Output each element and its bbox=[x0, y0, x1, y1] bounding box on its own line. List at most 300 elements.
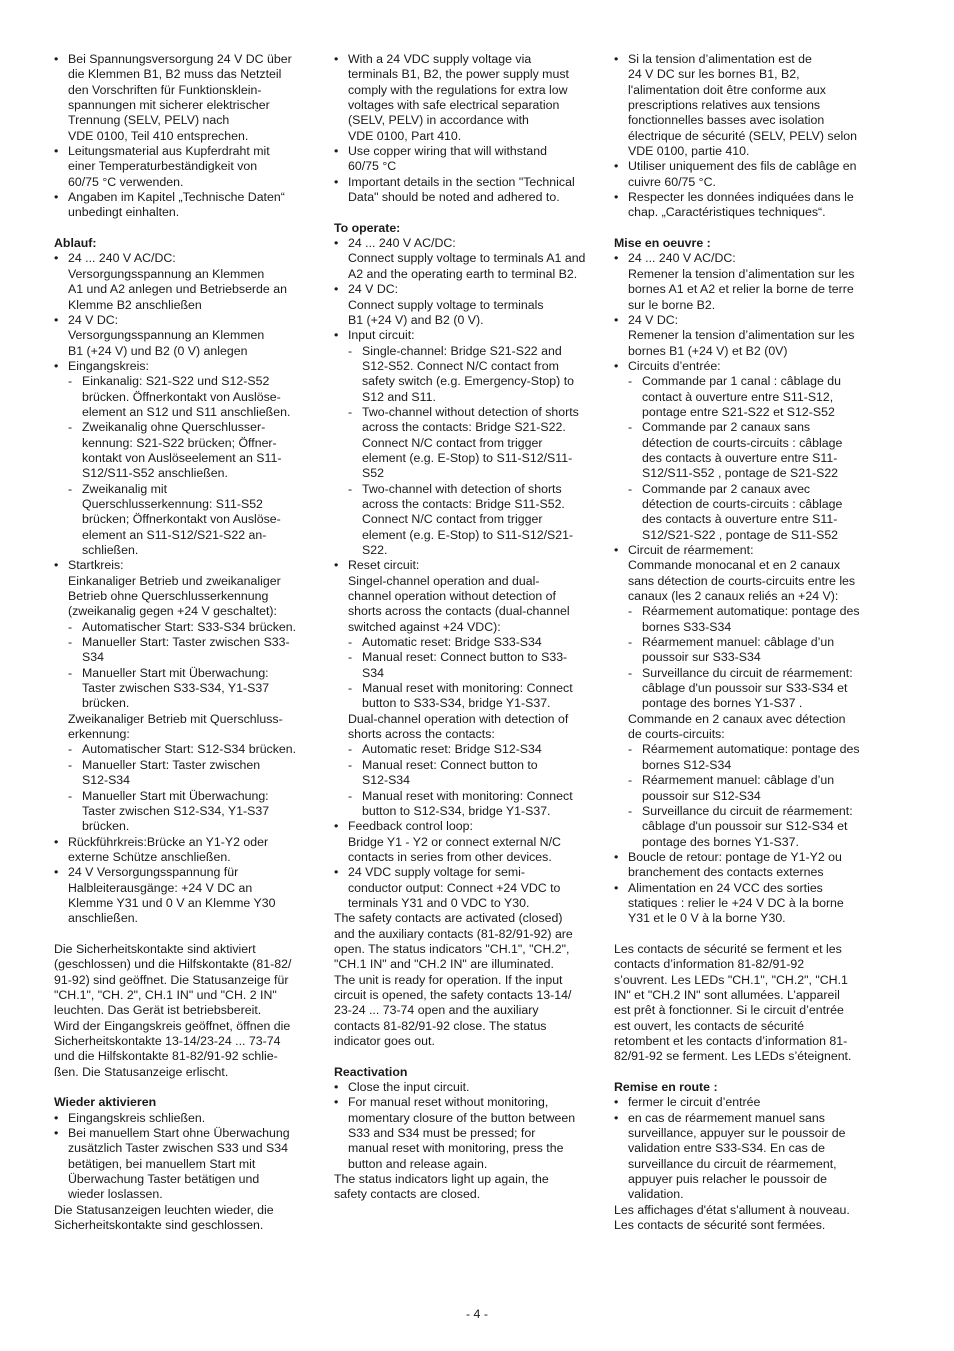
bullet-icon: • bbox=[54, 144, 59, 159]
dash-continuation bbox=[614, 528, 876, 543]
bullet-item bbox=[614, 190, 876, 205]
bullet-item bbox=[334, 328, 596, 343]
dash-continuation bbox=[334, 451, 596, 466]
dash-continuation bbox=[614, 466, 876, 481]
line-text: Commande par 2 canaux avec bbox=[642, 481, 811, 496]
dash-icon: - bbox=[348, 343, 353, 358]
bullet-continuation bbox=[54, 727, 316, 742]
line-text: Wieder aktivieren bbox=[54, 1095, 157, 1110]
line-text: The status indicators light up again, the bbox=[334, 1172, 549, 1187]
line-text: Betrieb ohne Querschlusserkennung bbox=[68, 589, 269, 604]
bullet-icon: • bbox=[54, 312, 59, 327]
bullet-continuation bbox=[334, 896, 596, 911]
dash-continuation bbox=[334, 374, 596, 389]
line-text: branchement des contacts externes bbox=[628, 865, 824, 880]
line-text: erkennung: bbox=[68, 727, 130, 742]
line-text: S12/S11-S52 , pontage de S21-S22 bbox=[642, 466, 839, 481]
line-text: B1 (+24 V) and B2 (0 V). bbox=[348, 312, 484, 327]
dash-continuation bbox=[54, 451, 316, 466]
line-text: Sicherheitskontakte 13-14/23-24 ... 73-74 bbox=[54, 1034, 281, 1048]
line-text: Ablauf: bbox=[54, 236, 97, 251]
line-text: (zweikanalig gegen +24 V geschaltet): bbox=[68, 604, 277, 619]
bullet-icon: • bbox=[334, 282, 339, 297]
line-text: Dual-channel operation with detection of bbox=[348, 711, 569, 726]
paragraph-line bbox=[614, 1019, 876, 1034]
line-text: betätigen, bei manuellem Start mit bbox=[68, 1156, 256, 1171]
bullet-continuation bbox=[334, 1111, 596, 1126]
line-text: Zweikanaliger Betrieb mit Querschluss- bbox=[68, 711, 283, 726]
line-text: détection de courts-circuits : câblage bbox=[642, 435, 843, 450]
bullet-icon: • bbox=[614, 52, 619, 66]
bullet-continuation bbox=[614, 344, 876, 359]
bullet-icon: • bbox=[614, 1110, 619, 1125]
line-text: Les affichages d'état s'allument à nouveau. bbox=[614, 1202, 850, 1217]
bullet-icon: • bbox=[334, 328, 339, 343]
line-text: Reactivation bbox=[334, 1064, 408, 1079]
line-text: pontage entre S21-S22 et S12-S52 bbox=[642, 404, 835, 419]
line-text: câblage d'un poussoir sur S12-S34 et bbox=[642, 819, 848, 834]
line-text: The unit is ready for operation. If the input bbox=[334, 972, 563, 987]
dash-icon: - bbox=[68, 635, 73, 650]
bullet-continuation bbox=[614, 113, 876, 128]
line-text: Startkreis: bbox=[68, 558, 124, 573]
dash-item bbox=[54, 482, 316, 497]
line-text: Les contacts de sécurité se ferment et les bbox=[614, 941, 842, 956]
line-text: Die Statusanzeigen leuchten wieder, die bbox=[54, 1202, 274, 1217]
line-text: element an S12 und S11 anschließen. bbox=[82, 404, 291, 419]
bullet-continuation bbox=[54, 113, 316, 128]
bullet-icon: • bbox=[54, 558, 59, 573]
line-text: (geschlossen) und die Hilfskontakte (81-82/ bbox=[54, 957, 292, 972]
line-text: surveillance, appuyer sur le poussoir de bbox=[628, 1126, 846, 1141]
bullet-item bbox=[334, 282, 596, 297]
line-text: Connect supply voltage to terminals bbox=[348, 297, 544, 312]
bullet-continuation bbox=[614, 727, 876, 742]
line-text: Bei manuellem Start ohne Überwachung bbox=[68, 1126, 290, 1141]
line-text: fonctionnelles basses avec isolation bbox=[628, 113, 825, 128]
paragraph-gap bbox=[614, 927, 876, 942]
line-text: Manual reset with monitoring: Connect bbox=[362, 788, 573, 803]
dash-item bbox=[614, 773, 876, 788]
bullet-continuation bbox=[54, 1172, 316, 1187]
bullet-icon: • bbox=[614, 190, 619, 205]
dash-continuation bbox=[334, 359, 596, 374]
paragraph-line bbox=[334, 1003, 596, 1018]
dash-continuation bbox=[334, 512, 596, 527]
line-text: fermer le circuit d’entrée bbox=[628, 1095, 761, 1110]
bullet-icon: • bbox=[614, 880, 619, 895]
bullet-continuation bbox=[334, 620, 596, 635]
bullet-continuation bbox=[54, 282, 316, 297]
dash-continuation bbox=[334, 528, 596, 543]
line-text: cuivre 60/75 °C. bbox=[628, 174, 716, 189]
bullet-continuation bbox=[54, 98, 316, 113]
bullet-continuation bbox=[54, 1157, 316, 1172]
bullet-item bbox=[54, 1111, 316, 1126]
bullet-continuation bbox=[54, 175, 316, 190]
dash-continuation bbox=[54, 466, 316, 481]
line-text: Boucle de retour: pontage de Y1-Y2 ou bbox=[628, 849, 842, 864]
line-text: Manueller Start mit Überwachung: bbox=[82, 788, 269, 803]
dash-continuation bbox=[54, 390, 316, 405]
line-text: Eingangskreis: bbox=[68, 358, 149, 373]
bullet-item bbox=[54, 835, 316, 850]
line-text: channel operation without detection of bbox=[348, 589, 556, 604]
dash-icon: - bbox=[68, 757, 73, 772]
bullet-item bbox=[334, 175, 596, 190]
line-text: indicator goes out. bbox=[334, 1034, 435, 1048]
bullet-continuation bbox=[54, 205, 316, 220]
line-text: canaux (les 2 canaux reliés an +24 V): bbox=[628, 589, 839, 604]
paragraph-line bbox=[54, 1203, 316, 1218]
line-text: Input circuit: bbox=[348, 328, 415, 343]
bullet-continuation bbox=[54, 911, 316, 926]
line-text: Surveillance du circuit de réarmement: bbox=[642, 665, 853, 680]
bullet-icon: • bbox=[54, 52, 59, 66]
bullet-continuation bbox=[614, 328, 876, 343]
bullet-icon: • bbox=[54, 865, 59, 880]
line-text: schließen. bbox=[82, 543, 139, 557]
line-text: S12/S11-S52 anschließen. bbox=[82, 466, 228, 481]
bullet-continuation bbox=[334, 251, 596, 266]
line-text: wieder loslassen. bbox=[68, 1187, 163, 1202]
line-text: ßen. Die Statusanzeige erlischt. bbox=[54, 1064, 229, 1079]
line-text: Singel-channel operation and dual- bbox=[348, 573, 540, 588]
bullet-continuation bbox=[334, 1126, 596, 1141]
line-text: Halbleiterausgänge: +24 V DC an bbox=[68, 880, 253, 895]
line-text: S12/S21-S22 , pontage de S11-S52 bbox=[642, 527, 839, 542]
bullet-icon: • bbox=[54, 1110, 59, 1125]
line-text: A1 und A2 anlegen und Betriebserde an bbox=[68, 282, 287, 297]
bullet-item bbox=[614, 850, 876, 865]
dash-continuation bbox=[54, 497, 316, 512]
bullet-icon: • bbox=[614, 251, 619, 266]
dash-item bbox=[54, 620, 316, 635]
dash-icon: - bbox=[628, 773, 633, 788]
line-text: Remise en route : bbox=[614, 1080, 718, 1095]
bullet-icon: • bbox=[334, 1095, 339, 1110]
line-text: shorts across the contacts (dual-channel bbox=[348, 604, 570, 619]
dash-item bbox=[54, 635, 316, 650]
bullet-icon: • bbox=[614, 159, 619, 174]
bullet-item bbox=[54, 313, 316, 328]
dash-continuation bbox=[614, 436, 876, 451]
line-text: bornes S12-S34 bbox=[642, 757, 732, 772]
line-text: 24 VDC supply voltage for semi- bbox=[348, 865, 526, 880]
line-text: Versorgungsspannung an Klemmen bbox=[68, 266, 265, 281]
line-text: "CH.1 IN" and "CH.2 IN" are illuminated. bbox=[334, 957, 554, 972]
line-text: Réarmement manuel: câblage d’un bbox=[642, 773, 835, 788]
line-text: Utiliser uniquement des fils de cablâge en bbox=[628, 159, 857, 174]
dash-item bbox=[54, 758, 316, 773]
line-text: IN" et "CH.2 IN" sont allumées. L’appareil bbox=[614, 987, 840, 1002]
line-text: button to S33-S34, bridge Y1-S37. bbox=[362, 696, 551, 711]
line-text: 24 V DC sur les bornes B1, B2, bbox=[628, 67, 800, 82]
bullet-continuation bbox=[614, 1157, 876, 1172]
dash-continuation bbox=[614, 390, 876, 405]
line-text: validation. bbox=[628, 1187, 684, 1202]
line-text: With a 24 VDC supply voltage via bbox=[348, 52, 532, 66]
line-text: circuit is opened, the safety contacts 13-14/ bbox=[334, 987, 572, 1002]
bullet-continuation bbox=[334, 835, 596, 850]
paragraph-line bbox=[54, 1019, 316, 1034]
line-text: S52 bbox=[362, 466, 384, 481]
bullet-continuation bbox=[54, 1187, 316, 1202]
line-text: element an S11-S12/S21-S22 an- bbox=[82, 527, 267, 542]
bullet-continuation bbox=[614, 712, 876, 727]
dash-icon: - bbox=[348, 635, 353, 650]
line-text: l'alimentation doit être conforme aux bbox=[628, 82, 826, 97]
dash-continuation bbox=[334, 497, 596, 512]
dash-continuation bbox=[54, 512, 316, 527]
bullet-icon: • bbox=[614, 312, 619, 327]
dash-item bbox=[614, 804, 876, 819]
paragraph-line bbox=[614, 942, 876, 957]
line-text: contacts in series from other devices. bbox=[348, 849, 552, 864]
dash-continuation bbox=[334, 666, 596, 681]
line-text: Surveillance du circuit de réarmement: bbox=[642, 803, 853, 818]
line-text: Manual reset: Connect button to S33- bbox=[362, 650, 568, 665]
line-text: Überwachung Taster betätigen und bbox=[68, 1172, 260, 1187]
line-text: brücken; Öffnerkontakt von Auslöse- bbox=[82, 512, 281, 527]
line-text: poussoir sur S33-S34 bbox=[642, 650, 761, 665]
dash-icon: - bbox=[628, 665, 633, 680]
dash-continuation bbox=[614, 789, 876, 804]
line-text: leuchten. Das Gerät ist betriebsbereit. bbox=[54, 1003, 262, 1018]
line-text: 24 V DC: bbox=[628, 312, 679, 327]
paragraph-line bbox=[54, 957, 316, 972]
dash-continuation bbox=[54, 681, 316, 696]
dash-item bbox=[614, 635, 876, 650]
dash-icon: - bbox=[68, 742, 73, 757]
paragraph-gap bbox=[614, 1065, 876, 1080]
bullet-continuation bbox=[614, 67, 876, 82]
line-text: appuyer puis relacher le poussoir de bbox=[628, 1172, 827, 1187]
bullet-continuation bbox=[54, 328, 316, 343]
line-text: Zweikanalig ohne Querschlusser- bbox=[82, 420, 266, 435]
column-english bbox=[334, 52, 596, 1203]
dash-continuation bbox=[54, 405, 316, 420]
dash-continuation bbox=[54, 436, 316, 451]
bullet-continuation bbox=[334, 727, 596, 742]
line-text: voltages with safe electrical separation bbox=[348, 98, 560, 113]
bullet-continuation bbox=[614, 175, 876, 190]
bullet-continuation bbox=[54, 712, 316, 727]
section-heading bbox=[614, 1080, 876, 1095]
paragraph-line bbox=[614, 1203, 876, 1218]
line-text: Reset circuit: bbox=[348, 558, 420, 573]
bullet-continuation bbox=[334, 267, 596, 282]
line-text: across the contacts: Bridge S11-S52. bbox=[362, 496, 565, 511]
paragraph-line bbox=[54, 1034, 316, 1049]
bullet-continuation bbox=[334, 129, 596, 144]
dash-continuation bbox=[54, 650, 316, 665]
line-text: kontakt von Auslöseelement an S11- bbox=[82, 450, 282, 465]
line-text: kennung: S21-S22 brücken; Öffner- bbox=[82, 435, 277, 450]
line-text: S12 and S11. bbox=[362, 389, 436, 404]
line-text: und die Hilfskontakte 81-82/91-92 schlie- bbox=[54, 1049, 278, 1064]
line-text: A2 and the operating earth to terminal B2. bbox=[348, 266, 578, 281]
bullet-continuation bbox=[334, 589, 596, 604]
bullet-continuation bbox=[614, 298, 876, 313]
dash-icon: - bbox=[628, 420, 633, 435]
bullet-continuation bbox=[54, 589, 316, 604]
bullet-item bbox=[54, 558, 316, 573]
line-text: sur le borne B2. bbox=[628, 297, 716, 312]
line-text: Connect N/C contact from trigger bbox=[362, 435, 543, 450]
line-text: bornes A1 et A2 et relier la borne de terre bbox=[628, 282, 854, 297]
bullet-continuation bbox=[54, 67, 316, 82]
line-text: Zweikanalig mit bbox=[82, 481, 168, 496]
line-text: VDE 0100, Part 410. bbox=[348, 128, 462, 143]
dash-continuation bbox=[614, 451, 876, 466]
section-heading bbox=[54, 236, 316, 251]
line-text: S22. bbox=[362, 543, 388, 557]
line-text: validation entre S33-S34. En cas de bbox=[628, 1141, 825, 1156]
dash-item bbox=[334, 635, 596, 650]
line-text: Two-channel without detection of shorts bbox=[362, 404, 579, 419]
line-text: For manual reset without monitoring, bbox=[348, 1095, 549, 1110]
paragraph-line bbox=[334, 942, 596, 957]
bullet-continuation bbox=[334, 1141, 596, 1156]
line-text: des contacts à ouverture entre S11- bbox=[642, 450, 838, 465]
line-text: Automatic reset: Bridge S12-S34 bbox=[362, 742, 542, 757]
bullet-continuation bbox=[54, 298, 316, 313]
bullet-icon: • bbox=[334, 144, 339, 159]
dash-icon: - bbox=[68, 481, 73, 496]
line-text: brücken. bbox=[82, 819, 130, 834]
bullet-continuation bbox=[614, 1126, 876, 1141]
dash-icon: - bbox=[68, 374, 73, 389]
bullet-continuation bbox=[614, 282, 876, 297]
dash-item bbox=[54, 789, 316, 804]
line-text: and the auxiliary contacts (81-82/91-92) are bbox=[334, 926, 573, 941]
paragraph-line bbox=[54, 988, 316, 1003]
line-text: Trennung (SELV, PELV) nach bbox=[68, 113, 230, 128]
bullet-continuation bbox=[334, 67, 596, 82]
bullet-item bbox=[614, 251, 876, 266]
paragraph-line bbox=[614, 973, 876, 988]
line-text: statiques : relier le +24 V DC à la borne bbox=[628, 895, 844, 910]
line-text: 82/91-92 se ferment. Les LEDs s’éteignent. bbox=[614, 1049, 852, 1064]
line-text: Important details in the section "Technical bbox=[348, 174, 575, 189]
dash-continuation bbox=[614, 620, 876, 635]
bullet-icon: • bbox=[334, 819, 339, 834]
line-text: button to S12-S34, bridge Y1-S37. bbox=[362, 803, 551, 818]
dash-icon: - bbox=[628, 803, 633, 818]
bullet-continuation bbox=[54, 159, 316, 174]
line-text: Remener la tension d’alimentation sur les bbox=[628, 266, 855, 281]
line-text: de courts-circuits: bbox=[628, 727, 725, 742]
line-text: des contacts à ouverture entre S11- bbox=[642, 512, 838, 527]
line-text: 24 V Versorgungsspannung für bbox=[68, 865, 239, 880]
dash-continuation bbox=[614, 512, 876, 527]
dash-continuation bbox=[614, 835, 876, 850]
dash-item bbox=[614, 666, 876, 681]
line-text: Taster zwischen S33-S34, Y1-S37 bbox=[82, 681, 270, 696]
bullet-icon: • bbox=[334, 174, 339, 189]
bullet-item bbox=[54, 251, 316, 266]
bullet-item bbox=[334, 1095, 596, 1110]
page-number: - 4 - bbox=[466, 1307, 488, 1321]
paragraph-gap bbox=[54, 1080, 316, 1095]
line-text: VDE 0100, partie 410. bbox=[628, 144, 750, 159]
paragraph-line bbox=[54, 1003, 316, 1018]
section-heading bbox=[334, 1065, 596, 1080]
bullet-continuation bbox=[334, 604, 596, 619]
line-text: 24 V DC: bbox=[348, 282, 399, 297]
paragraph-line bbox=[334, 973, 596, 988]
line-text: Die Sicherheitskontakte sind aktiviert bbox=[54, 941, 256, 956]
line-text: unbedingt einhalten. bbox=[68, 205, 180, 220]
line-text: button and release again. bbox=[348, 1156, 488, 1171]
bullet-item bbox=[614, 359, 876, 374]
bullet-item bbox=[614, 881, 876, 896]
bullet-continuation bbox=[614, 1141, 876, 1156]
dash-continuation bbox=[334, 804, 596, 819]
paragraph-line bbox=[334, 1172, 596, 1187]
line-text: électrique de sécurité (SELV, PELV) selon bbox=[628, 128, 857, 143]
line-text: Réarmement automatique: pontage des bbox=[642, 604, 860, 619]
line-text: Wird der Eingangskreis geöffnet, öffnen die bbox=[54, 1018, 291, 1033]
line-text: Eingangskreis schließen. bbox=[68, 1110, 206, 1125]
bullet-continuation bbox=[614, 267, 876, 282]
bullet-continuation bbox=[614, 205, 876, 220]
line-text: Leitungsmaterial aus Kupferdraht mit bbox=[68, 144, 270, 159]
line-text: Manueller Start mit Überwachung: bbox=[82, 665, 269, 680]
line-text: Versorgungsspannung an Klemmen bbox=[68, 328, 265, 343]
dash-item bbox=[614, 420, 876, 435]
bullet-icon: • bbox=[614, 358, 619, 373]
paragraph-line bbox=[334, 1019, 596, 1034]
line-text: bornes B1 (+24 V) et B2 (0V) bbox=[628, 343, 788, 358]
dash-continuation bbox=[334, 436, 596, 451]
bullet-continuation bbox=[614, 129, 876, 144]
bullet-continuation bbox=[614, 1187, 876, 1202]
dash-item bbox=[614, 374, 876, 389]
bullet-item bbox=[334, 236, 596, 251]
line-text: Y31 et le 0 V à la borne Y30. bbox=[628, 911, 786, 926]
line-text: Automatischer Start: S33-S34 brücken. bbox=[82, 619, 297, 634]
line-text: bornes S33-S34 bbox=[642, 619, 732, 634]
bullet-item bbox=[54, 359, 316, 374]
bullet-item bbox=[334, 819, 596, 834]
column-french bbox=[614, 52, 876, 1233]
bullet-continuation bbox=[54, 881, 316, 896]
bullet-item bbox=[614, 1095, 876, 1110]
bullet-item bbox=[54, 52, 316, 67]
dash-continuation bbox=[334, 466, 596, 481]
line-text: Feedback control loop: bbox=[348, 819, 473, 834]
dash-item bbox=[614, 742, 876, 757]
line-text: shorts across the contacts: bbox=[348, 727, 495, 742]
dash-continuation bbox=[334, 390, 596, 405]
bullet-continuation bbox=[614, 558, 876, 573]
bullet-icon: • bbox=[54, 358, 59, 373]
line-text: Commande monocanal et en 2 canaux bbox=[628, 558, 841, 573]
line-text: S12-S34 bbox=[82, 773, 131, 788]
paragraph-line bbox=[614, 957, 876, 972]
line-text: Klemme B2 anschließen bbox=[68, 297, 202, 312]
line-text: contact à ouverture entre S11-S12, bbox=[642, 389, 834, 404]
dash-icon: - bbox=[348, 742, 353, 757]
bullet-continuation bbox=[334, 83, 596, 98]
line-text: anschließen. bbox=[68, 911, 138, 926]
bullet-item bbox=[54, 1126, 316, 1141]
bullet-icon: • bbox=[334, 236, 339, 251]
bullet-continuation bbox=[54, 604, 316, 619]
line-text: Réarmement manuel: câblage d’un bbox=[642, 635, 835, 650]
